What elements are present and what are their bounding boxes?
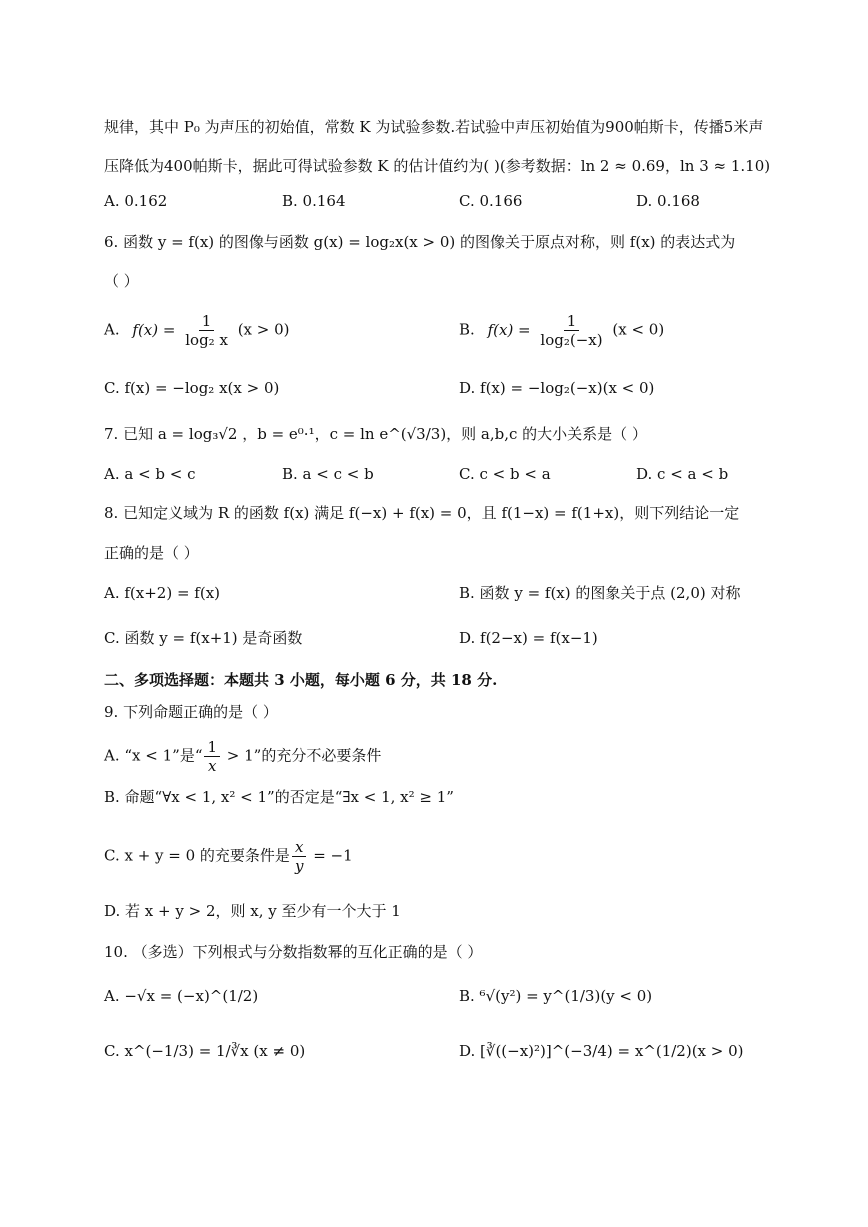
q8-option-d: D. f(2−x) = f(x−1) xyxy=(459,629,598,647)
q8-stem-cont: 正确的是（ ） xyxy=(104,544,199,562)
q6-b-label: B. xyxy=(459,320,475,339)
q6-a-den: log₂ x xyxy=(185,331,228,349)
q7-stem: 7. 已知 a = log₃√2 ，b = e⁰·¹，c = ln e^(√3/3)，则 a,b,c 的大小关系是（ ） xyxy=(104,425,647,443)
q9-c-post: = −1 xyxy=(308,846,353,865)
q6-b-expr: f(x) = xyxy=(487,320,531,339)
q9-option-a xyxy=(104,738,381,775)
q8-stem: 8. 已知定义域为 R 的函数 f(x) 满足 f(−x) + f(x) = 0，且 f(1−x) = f(1+x)，则下列结论一定 xyxy=(104,504,740,522)
q5-stem-line1: 规律，其中 P₀ 为声压的初始值，常数 K 为试验参数.若试验中声压初始值为900帕斯卡，传播5米声 xyxy=(104,118,764,136)
q6-a-fraction xyxy=(182,312,231,349)
q9-stem: 9. 下列命题正确的是（ ） xyxy=(104,703,278,721)
q7-option-a: A. a < b < c xyxy=(104,465,196,483)
q6-stem: 6. 函数 y = f(x) 的图像与函数 g(x) = log₂x(x > 0) 的图像关于原点对称，则 f(x) 的表达式为 xyxy=(104,233,736,251)
q8-option-a: A. f(x+2) = f(x) xyxy=(104,584,221,602)
q6-a-label: A. xyxy=(104,320,120,339)
q9-a-pre: A. “x < 1”是“ xyxy=(104,746,203,765)
q9-a-num: 1 xyxy=(204,738,220,757)
q9-a-post: > 1”的充分不必要条件 xyxy=(222,746,382,765)
q9-option-d: D. 若 x + y > 2，则 x, y 至少有一个大于 1 xyxy=(104,902,401,920)
q5-option-b: B. 0.164 xyxy=(282,192,346,210)
q9-c-fraction xyxy=(292,838,306,875)
q9-c-den: y xyxy=(294,857,304,875)
q7-option-d: D. c < a < b xyxy=(636,465,729,483)
q7-option-b: B. a < c < b xyxy=(282,465,374,483)
q5-option-d: D. 0.168 xyxy=(636,192,700,210)
q6-b-cond: (x < 0) xyxy=(612,320,665,339)
q6-a-num: 1 xyxy=(199,312,215,331)
q9-c-pre: C. x + y = 0 的充要条件是 xyxy=(104,846,290,865)
q7-option-c: C. c < b < a xyxy=(459,465,551,483)
q6-paren: （ ） xyxy=(104,272,139,290)
q6-a-expr: f(x) = xyxy=(132,320,176,339)
q9-option-b: B. 命题“∀x < 1, x² < 1”的否定是“∃x < 1, x² ≥ 1” xyxy=(104,788,454,806)
q6-option-d: D. f(x) = −log₂(−x)(x < 0) xyxy=(459,379,655,397)
q10-option-a: A. −√x = (−x)^(1/2) xyxy=(104,987,259,1005)
q6-option-c: C. f(x) = −log₂ x(x > 0) xyxy=(104,379,280,397)
q8-option-b: B. 函数 y = f(x) 的图象关于点 (2,0) 对称 xyxy=(459,584,741,602)
q6-b-num: 1 xyxy=(564,312,580,331)
q5-option-a: A. 0.162 xyxy=(104,192,168,210)
q10-stem: 10. （多选）下列根式与分数指数幂的互化正确的是（ ） xyxy=(104,943,483,961)
q9-a-den: x xyxy=(208,757,217,775)
q8-option-c: C. 函数 y = f(x+1) 是奇函数 xyxy=(104,629,303,647)
q6-option-b xyxy=(459,312,664,349)
q6-b-den: log₂(−x) xyxy=(540,331,603,349)
q10-option-c: C. x^(−1/3) = 1/∛x (x ≠ 0) xyxy=(104,1042,306,1060)
q5-option-c: C. 0.166 xyxy=(459,192,523,210)
section-2-heading: 二、多项选择题：本题共 3 小题，每小题 6 分，共 18 分. xyxy=(104,671,498,689)
q6-a-cond: (x > 0) xyxy=(237,320,290,339)
q6-b-fraction xyxy=(537,312,605,349)
q9-option-c xyxy=(104,838,353,875)
q9-c-num: x xyxy=(292,838,306,857)
q6-option-a xyxy=(104,312,290,349)
q5-stem-line2: 压降低为400帕斯卡，据此可得试验参数 K 的估计值约为( )(参考数据：ln 2 ≈ 0.69，ln 3 ≈ 1.10) xyxy=(104,157,771,175)
q10-option-b: B. ⁶√(y²) = y^(1/3)(y < 0) xyxy=(459,987,653,1005)
q10-option-d: D. [∛((−x)²)]^(−3/4) = x^(1/2)(x > 0) xyxy=(459,1042,744,1060)
q9-a-fraction xyxy=(204,738,220,775)
